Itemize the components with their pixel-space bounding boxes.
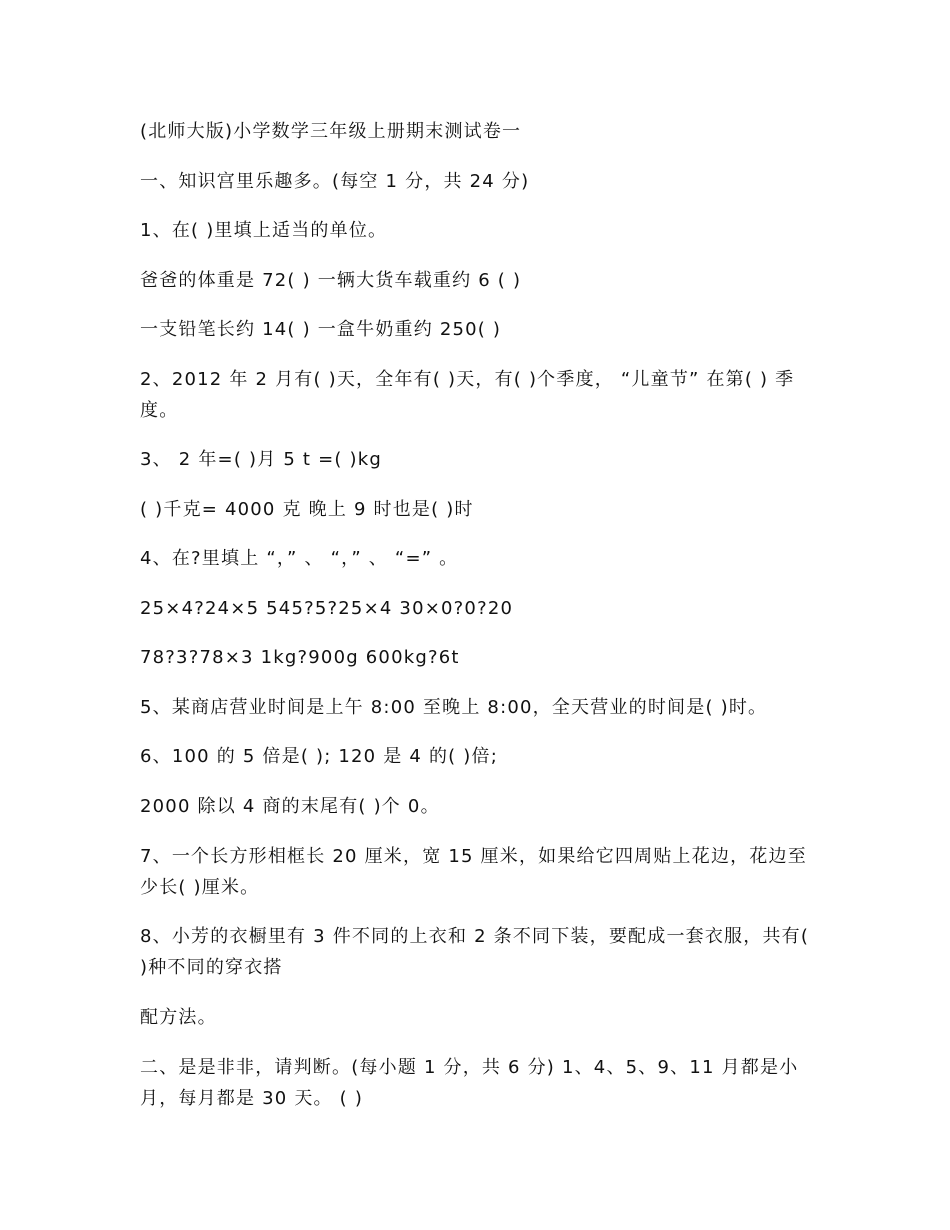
question-4-line-1: 25×4?24×5 545?5?25×4 30×0?0?20	[140, 598, 514, 619]
question-3-line-1: 3、 2 年=( )月 5 t =( )kg	[140, 449, 382, 470]
question-8-continued: 配方法。	[140, 1007, 217, 1028]
question-6-line-1: 6、100 的 5 倍是( ); 120 是 4 的( )倍;	[140, 746, 498, 767]
question-1-line-1: 爸爸的体重是 72( ) 一辆大货车载重约 6 ( )	[140, 270, 522, 291]
question-3-line-2: ( )千克= 4000 克 晚上 9 时也是( )时	[140, 499, 474, 520]
question-5: 5、某商店营业时间是上午 8:00 至晚上 8:00，全天营业的时间是( )时。	[140, 697, 768, 718]
question-4-line-2: 78?3?78×3 1kg?900g 600kg?6t	[140, 647, 460, 668]
question-1-line-2: 一支铅笔长约 14( ) 一盒牛奶重约 250( )	[140, 319, 502, 340]
document-title: (北师大版)小学数学三年级上册期末测试卷一	[140, 121, 522, 142]
question-2: 2、2012 年 2 月有( )天，全年有( )天，有( )个季度， “儿童节” 在第( ) 季度。	[140, 369, 795, 421]
section1-heading: 一、知识宫里乐趣多。(每空 1 分，共 24 分)	[140, 171, 530, 192]
question-7: 7、一个长方形相框长 20 厘米，宽 15 厘米，如果给它四周贴上花边，花边至少长( )厘米。	[140, 846, 807, 898]
question-1: 1、在( )里填上适当的单位。	[140, 220, 388, 241]
question-4: 4、在?里填上 “，” 、 “，” 、 “=” 。	[140, 548, 459, 569]
question-6-line-2: 2000 除以 4 商的末尾有( )个 0。	[140, 796, 440, 817]
section2-heading: 二、是是非非，请判断。(每小题 1 分，共 6 分) 1、4、5、9、11 月都是小月，每月都是 30 天。 ( )	[140, 1057, 799, 1109]
question-8: 8、小芳的衣橱里有 3 件不同的上衣和 2 条不同下装，要配成一套衣服，共有( )种不同的穿衣搭	[140, 926, 810, 978]
